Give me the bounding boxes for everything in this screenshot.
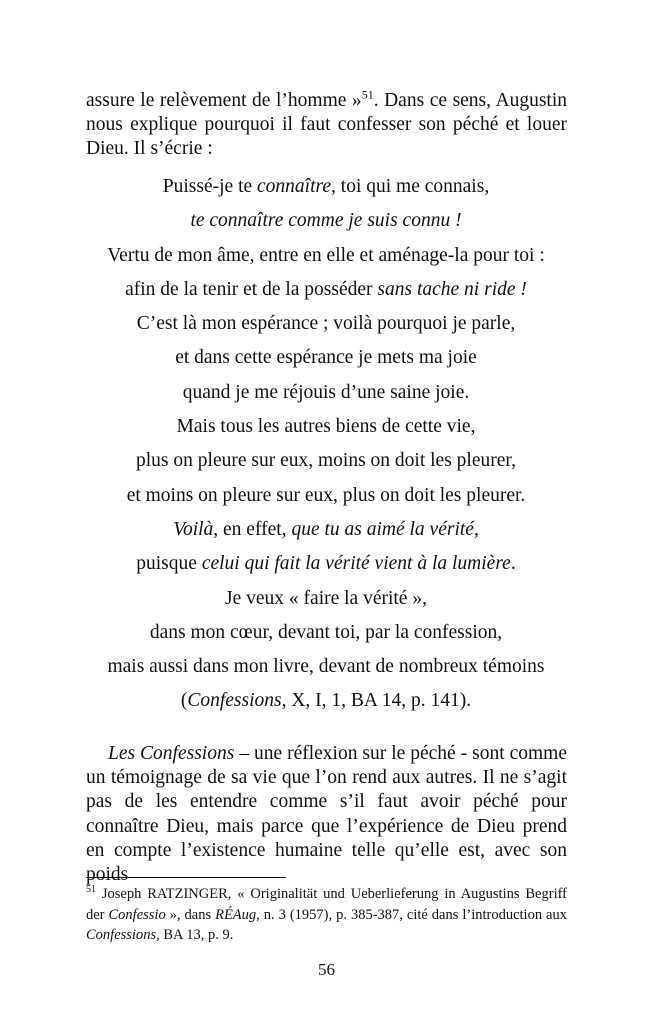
quote-line-13: Je veux « faire la vérité », [225,587,427,609]
quote-line-9: plus on pleure sur eux, moins on doit les pleurer, [136,450,516,472]
quote-line-5: C’est là mon espérance ; voilà pourquoi je parle, [136,313,516,335]
quote-line-14: dans mon cœur, devant toi, par la confession, [149,621,503,643]
quotation-block [76,170,576,719]
quote-line-2: te connaître comme je suis connu ! [190,210,462,232]
quote-line-6: et dans cette espérance je mets ma joie [175,347,477,369]
body-paragraph [86,742,567,887]
intro-text-part2: . Dans ce sens, Augustin nous explique pourquoi il faut confesser son péché et louer Dieu. Il s’écrie : [86,90,567,159]
quote-line-4: afin de la tenir et de la posséder sans tache ni ride ! [125,278,527,300]
quote-line-10: et moins on pleure sur eux, plus on doit les pleurer. [126,484,526,506]
quote-line-3: Vertu de mon âme, entre en elle et aménage-la pour toi : [107,244,545,266]
footnote-number: 51 [86,884,96,896]
quote-line-15: mais aussi dans mon livre, devant de nombreux témoins [107,656,545,678]
quote-line-12: puisque celui qui fait la vérité vient à la lumière. [136,553,516,575]
footnote-reference: 51 [361,87,374,102]
quote-line-7: quand je me réjouis d’une saine joie. [182,381,470,403]
quote-line-11: Voilà, en effet, que tu as aimé la vérité, [173,518,479,540]
book-title: Les Confessions [108,743,235,764]
quote-line-8: Mais tous les autres biens de cette vie, [176,416,476,438]
quote-citation: (Confessions, X, I, 1, BA 14, p. 141). [180,690,472,712]
body-text: – une réflexion sur le péché - sont comme un témoignage de sa vie que l’on rend aux autres. Il ne s’agit pas de les entendre comme s’il faut avoir péché pour connaître Dieu, mais parce que l’expérience de Dieu prend en compte l’existence humaine telle qu’elle est, avec son poids [86,743,567,886]
quote-line-1: Puissé-je te connaître, toi qui me connais, [162,176,490,197]
page-number: 56 [318,960,335,979]
intro-text-part1: assure le relèvement de l’homme » [86,90,362,111]
footnote: $^{51}$ Joseph RATZINGER, « Originalität und Ueberlieferung in Augustins Begriff der Confessio », dans RÉAug, n. 3 (1957), p. 385-387, cité dans l’introduction aux Confessions, BA 13, p. 9. [86,884,567,943]
footnote-divider [86,877,286,878]
intro-paragraph [86,89,567,161]
